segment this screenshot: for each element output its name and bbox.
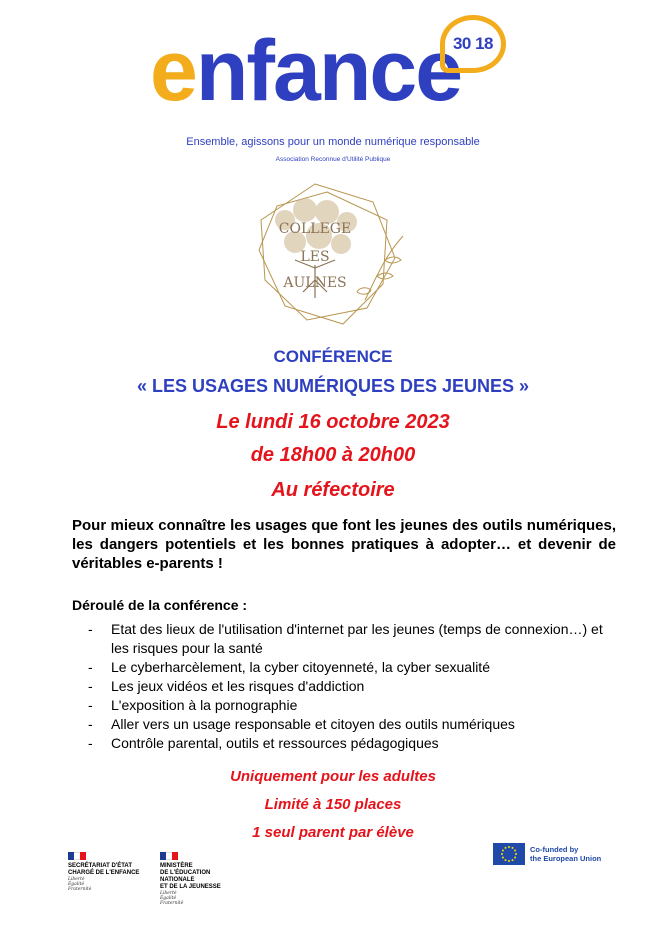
ministere-education-logo: [160, 852, 221, 906]
eu-line2: the European Union: [530, 854, 602, 863]
emblem-line-les: LES: [300, 249, 330, 265]
program-item-text: Contrôle parental, outils et ressources pédagogiques: [111, 735, 439, 751]
emblem-line-college: COLLEGE: [278, 221, 352, 237]
gov1-motto-2: Égalité: [68, 882, 85, 887]
program-item-text: L'exposition à la pornographie: [111, 697, 298, 713]
list-item: [88, 715, 618, 734]
french-flag-icon: [68, 852, 86, 860]
bullet-dash: -: [88, 735, 93, 751]
logo-e: e: [150, 23, 196, 119]
note-one-parent: 1 seul parent par élève: [252, 824, 414, 841]
subtagline: Association Reconnue d'Utilité Publique: [275, 156, 391, 163]
program-title: Déroulé de la conférence :: [72, 597, 248, 613]
tagline: Ensemble, agissons pour un monde numérique responsable: [186, 136, 480, 148]
list-item: [88, 677, 618, 696]
eu-flag-icon: [493, 843, 525, 865]
event-hours: de 18h00 à 20h00: [250, 444, 416, 466]
eu-line1: Co-funded by: [530, 845, 579, 854]
logo-wordmark-rest: nfance: [195, 23, 462, 119]
emblem-line-aulnes: AULNES: [283, 275, 347, 291]
gov2-motto-3: Fraternité: [160, 901, 184, 906]
program-item-text: Les jeux vidéos et les risques d'addiction: [111, 678, 365, 694]
program-item-text: Aller vers un usage responsable et citoyen des outils numériques: [111, 716, 515, 732]
gov2-line2: DE L'ÉDUCATION: [160, 870, 211, 876]
bullet-dash: -: [88, 716, 93, 732]
list-item: [88, 658, 618, 677]
conference-label: CONFÉRENCE: [273, 347, 393, 366]
gov1-line2: CHARGÉ DE L'ENFANCE: [68, 870, 140, 876]
bullet-dash: -: [88, 697, 93, 713]
gov2-motto-2: Égalité: [160, 896, 177, 901]
e-enfance-logo: [0, 0, 666, 175]
college-emblem: [255, 180, 415, 328]
gov2-line4: ET DE LA JEUNESSE: [160, 884, 221, 890]
note-capacity: Limité à 150 places: [264, 796, 402, 813]
gov1-motto-1: Liberté: [68, 877, 85, 882]
gov2-motto-1: Liberté: [160, 891, 177, 896]
french-flag-icon: [160, 852, 178, 860]
logo-wordmark: [150, 23, 462, 119]
secretariat-enfance-logo: [68, 852, 139, 892]
gov1-line1: SECRÉTARIAT D'ÉTAT: [68, 863, 132, 869]
conference-title: « LES USAGES NUMÉRIQUES DES JEUNES »: [136, 376, 530, 396]
eu-cofunded-logo: [493, 843, 601, 865]
gov1-motto-3: Fraternité: [68, 887, 92, 892]
program-item-text: Etat des lieux de l'utilisation d'internet par les jeunes (temps de connexion…) et les risques pour la santé: [111, 621, 603, 656]
logo-badge-number: 30 18: [452, 34, 494, 53]
list-item: [88, 696, 618, 715]
gov2-line3: NATIONALE: [160, 877, 195, 883]
event-place: Au réfectoire: [271, 479, 395, 501]
list-item: [88, 734, 618, 753]
event-date: Le lundi 16 octobre 2023: [216, 411, 450, 433]
bullet-dash: -: [88, 678, 93, 694]
list-item: [88, 620, 618, 658]
note-adults-only: Uniquement pour les adultes: [230, 768, 436, 785]
intro-paragraph: Pour mieux connaître les usages que font les jeunes des outils numériques, les dangers potentiels et les bonnes pratiques à adopter… et devenir de véritables e-parents !: [72, 517, 616, 572]
program-list: [88, 620, 618, 753]
program-item-text: Le cyberharcèlement, la cyber citoyenneté, la cyber sexualité: [111, 659, 490, 675]
gov2-line1: MINISTÈRE: [160, 863, 193, 869]
logo-badge-3018: [440, 15, 506, 73]
bullet-dash: -: [88, 659, 93, 675]
bullet-dash: -: [88, 621, 93, 637]
